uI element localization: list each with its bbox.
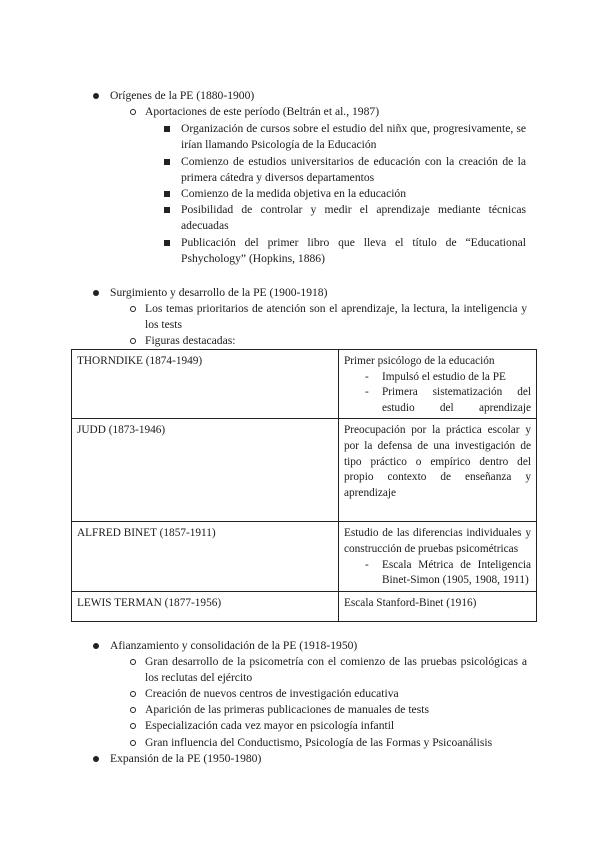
square-bullet-icon [164,126,170,132]
subheading-temas: Los temas prioritarios de atención son el aprendizaje, la lectura, la inteligencia y los tests [145,302,527,332]
list-item: Posibilidad de controlar y medir el aprendizaje mediante técnicas adecuadas [181,203,526,233]
list-item: Comienzo de la medida objetiva en la educación [181,187,407,200]
figure-name: THORNDIKE (1874-1949) [72,350,339,419]
table-row [72,591,537,621]
subheading-figuras: Figuras destacadas: [145,334,236,347]
table-row [72,522,537,591]
figure-bullet: - Escala Métrica de Inteligencia Binet-Simon (1905, 1908, 1911) [344,558,531,589]
figure-description [339,522,537,591]
figure-description: Escala Stanford-Binet (1916) [339,591,537,621]
figure-desc-text: Estudio de las diferencias individuales y construcción de pruebas psicométricas [344,527,531,555]
figure-description [339,350,537,419]
table-row [72,350,537,419]
circle-bullet-icon [130,306,136,312]
list-item: Organización de cursos sobre el estudio del niñx que, progresivamente, se irían llamando Psicología de la Educación [181,122,526,152]
section-heading-afianzamiento: Afianzamiento y consolidación de la PE (1918-1950) [110,639,358,652]
figure-description: Preocupación por la práctica escolar y por la defensa de una investigación de tipo práctico o empírico dentro del propio contexto de enseñanza y aprendizaje [339,419,537,522]
bullet-icon [93,643,99,649]
list-item: Especialización cada vez mayor en psicología infantil [145,719,395,732]
circle-bullet-icon [130,740,136,746]
list-item: Aparición de las primeras publicaciones de manuales de tests [145,703,429,716]
section-heading-origenes: Orígenes de la PE (1880-1900) [110,89,255,102]
circle-bullet-icon [130,659,136,665]
square-bullet-icon [164,207,170,213]
section-heading-expansion: Expansión de la PE (1950-1980) [110,752,262,765]
figure-bullet: - Impulsó el estudio de la PE [344,370,531,386]
list-item: Publicación del primer libro que lleva el título de “Educational Pshychology” (Hopkins, 1886) [181,236,526,266]
square-bullet-icon [164,240,170,246]
list-item: Gran influencia del Conductismo, Psicología de las Formas y Psicoanálisis [145,736,493,749]
figure-bullet-text: Primera sistematización del estudio del aprendizaje [382,386,531,414]
figure-bullet [344,385,531,416]
bullet-icon [93,290,99,296]
figure-name: JUDD (1873-1946) [72,419,339,522]
table-row [72,419,537,522]
circle-bullet-icon [130,338,136,344]
figure-name: ALFRED BINET (1857-1911) [72,522,339,591]
figures-table [71,349,537,622]
square-bullet-icon [164,159,170,165]
bullet-icon [93,756,99,762]
bullet-icon [93,93,99,99]
figure-name: LEWIS TERMAN (1877-1956) [72,591,339,621]
list-item: Creación de nuevos centros de investigación educativa [145,687,399,700]
list-item: Gran desarrollo de la psicometría con el comienzo de las pruebas psicológicas a los reclutas del ejército [145,655,527,685]
circle-bullet-icon [130,707,136,713]
square-bullet-icon [164,191,170,197]
circle-bullet-icon [130,109,136,115]
circle-bullet-icon [130,723,136,729]
list-item: Comienzo de estudios universitarios de educación con la creación de la primera cátedra y diversos departamentos [181,155,526,185]
section-heading-surgimiento: Surgimiento y desarrollo de la PE (1900-1918) [110,286,328,299]
subheading-aportaciones: Aportaciones de este período (Beltrán et al., 1987) [145,105,380,118]
circle-bullet-icon [130,691,136,697]
figure-desc-text: Primer psicólogo de la educación [344,355,495,367]
